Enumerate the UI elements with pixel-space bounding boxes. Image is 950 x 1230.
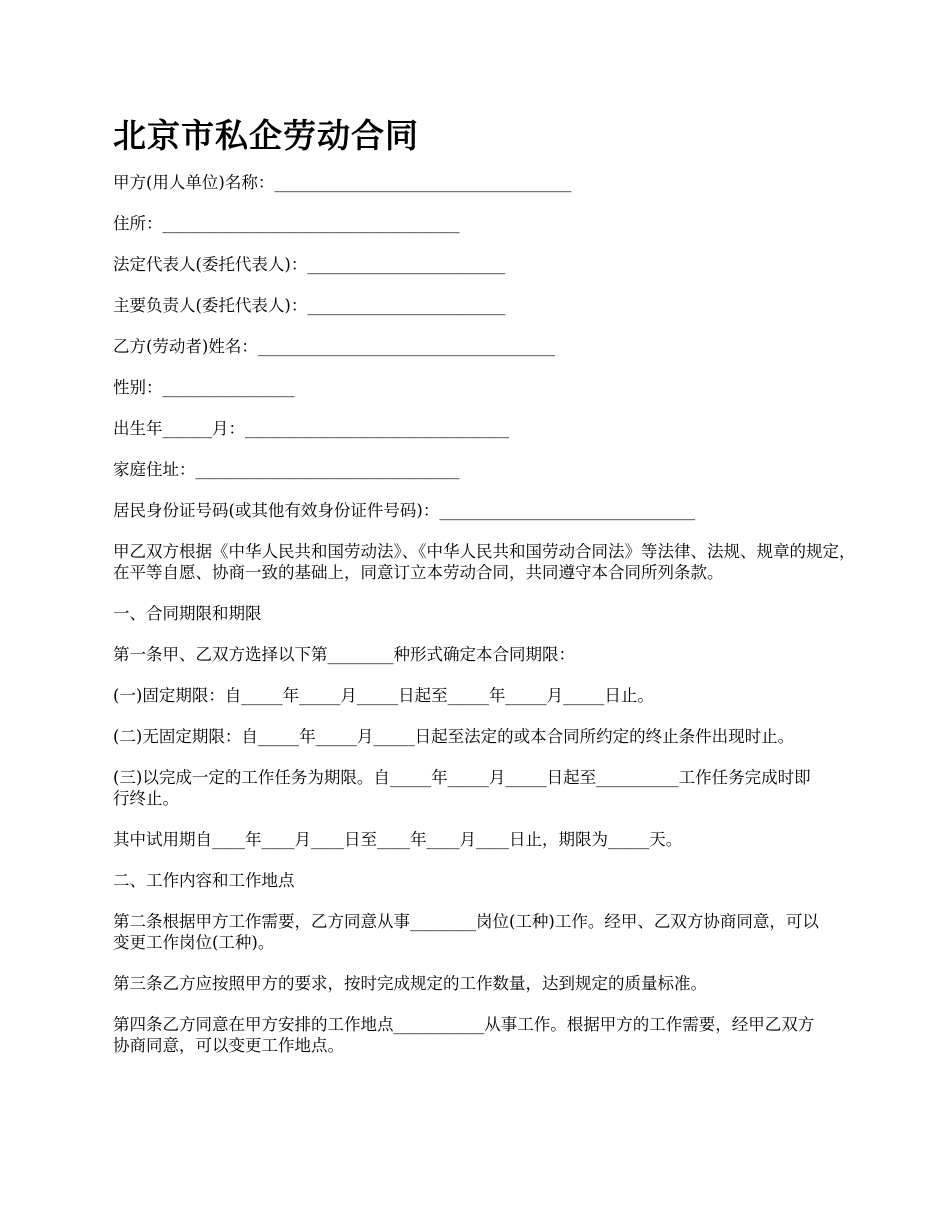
- article-2: 第二条根据甲方工作需要，乙方同意从事________岗位(工种)工作。经甲、乙双方协商同意，可以变更工作岗位(工种)。: [113, 912, 819, 952]
- preamble-paragraph: 甲乙双方根据《中华人民共和国劳动法》、《中华人民共和国劳动合同法》等法律、法规、规章的规定，在平等自愿、协商一致的基础上，同意订立本劳动合同，共同遵守本合同所列条款。: [113, 542, 856, 582]
- section-heading-work: 二、工作内容和工作地点: [113, 871, 295, 890]
- task-term-clause: (三)以完成一定的工作任务为期限。自_____年_____月_____日起至__________工作任务完成时即行终止。: [113, 768, 811, 808]
- id-number-line: 居民身份证号码(或其他有效身份证件号码)：_______________________________: [113, 501, 696, 520]
- party-a-address-line: 住所：____________________________________: [113, 214, 460, 233]
- section-heading-term: 一、合同期限和期限: [113, 604, 262, 623]
- principal-person-line: 主要负责人(委托代表人)：________________________: [113, 296, 506, 315]
- birth-date-line: 出生年______月：________________________________: [113, 419, 509, 438]
- article-4: 第四条乙方同意在甲方安排的工作地点___________从事工作。根据甲方的工作需要，经甲乙双方协商同意，可以变更工作地点。: [113, 1015, 815, 1055]
- document-page: [113, 114, 863, 1076]
- party-a-name-line: 甲方(用人单位)名称：____________________________________: [113, 173, 572, 192]
- gender-line: 性别：________________: [113, 378, 295, 397]
- fixed-term-clause: (一)固定期限：自_____年_____月_____日起至_____年_____月_____日止。: [113, 686, 654, 705]
- legal-representative-line: 法定代表人(委托代表人)：________________________: [113, 255, 506, 274]
- probation-clause: 其中试用期自____年____月____日至____年____月____日止，期限为_____天。: [113, 830, 683, 849]
- article-3: 第三条乙方应按照甲方的要求，按时完成规定的工作数量，达到规定的质量标准。: [113, 974, 707, 993]
- article-1: 第一条甲、乙双方选择以下第________种形式确定本合同期限：: [113, 645, 575, 664]
- party-b-name-line: 乙方(劳动者)姓名：____________________________________: [113, 337, 555, 356]
- open-term-clause: (二)无固定期限：自_____年_____月_____日起至法定的或本合同所约定的终止条件出现时止。: [113, 727, 795, 746]
- home-address-line: 家庭住址：________________________________: [113, 460, 460, 479]
- document-title: 北京市私企劳动合同: [113, 116, 419, 155]
